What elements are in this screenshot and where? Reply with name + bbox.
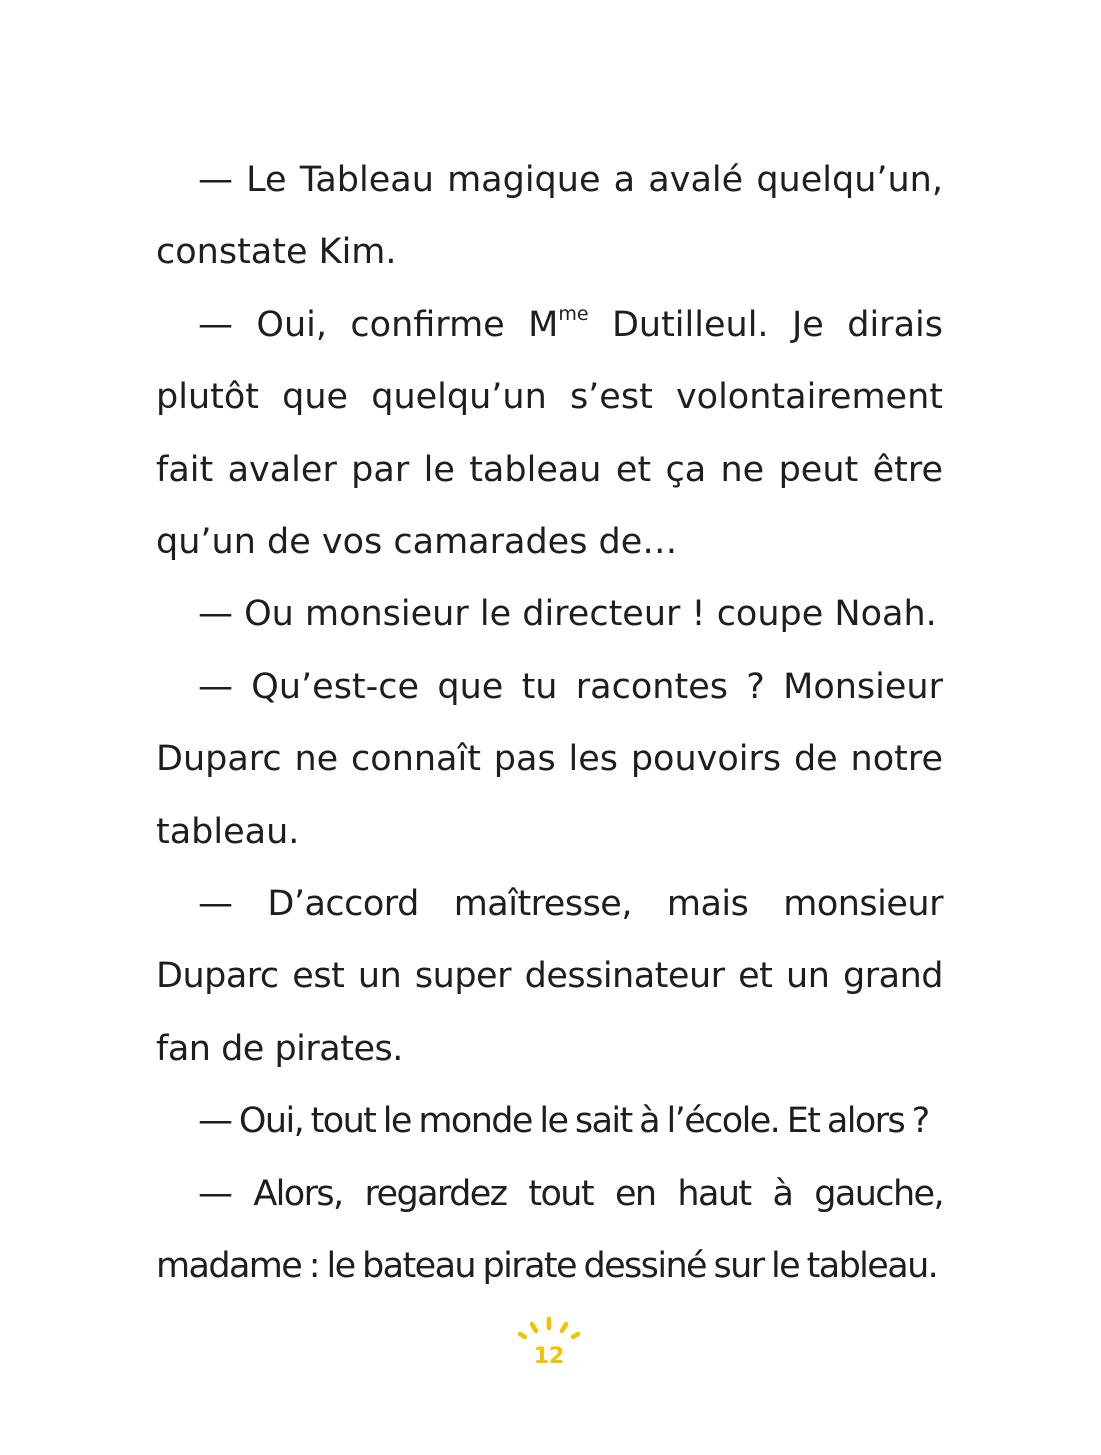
paragraph-2-text-start: — Oui, confirme M	[198, 304, 559, 345]
paragraph-4-text: — Qu’est-ce que tu racontes ? Monsieur Duparc ne connaît pas les pouvoirs de notre tableau.	[156, 666, 943, 852]
page-number: 12	[533, 1344, 565, 1369]
paragraph-7-text: — Alors, regardez tout en haut à gauche, madame : le bateau pirate dessiné sur le tableau.	[156, 1173, 943, 1287]
paragraph-2	[156, 289, 943, 579]
paragraph-5	[156, 868, 943, 1085]
page-body-text	[156, 144, 943, 1303]
paragraph-5-text: — D’accord maîtresse, mais monsieur Duparc est un super dessinateur et un grand fan de pirates.	[156, 884, 943, 1069]
superscript-abbrev: me	[558, 303, 589, 326]
paragraph-1-continuation	[156, 216, 943, 288]
paragraph-7	[156, 1158, 943, 1303]
paragraph-2-text-end: Dutilleul. Je dirais plutôt que quelqu’un s’est volontairement fait avaler par le tableau et ça ne peut être qu’un de vos camarades de…	[156, 304, 943, 563]
paragraph-3-text: — Ou monsieur le directeur ! coupe Noah.	[198, 594, 937, 635]
paragraph-3	[156, 578, 943, 650]
paragraph-1-line-2: constate Kim.	[156, 232, 397, 273]
paragraph-6-text: — Oui, tout le monde le sait à l’école. Et alors ?	[198, 1101, 929, 1142]
paragraph-1	[156, 144, 943, 216]
paragraph-1-line-1: — Le Tableau magique a avalé quelqu’un,	[198, 160, 943, 200]
paragraph-4	[156, 651, 943, 868]
paragraph-6	[156, 1085, 943, 1157]
